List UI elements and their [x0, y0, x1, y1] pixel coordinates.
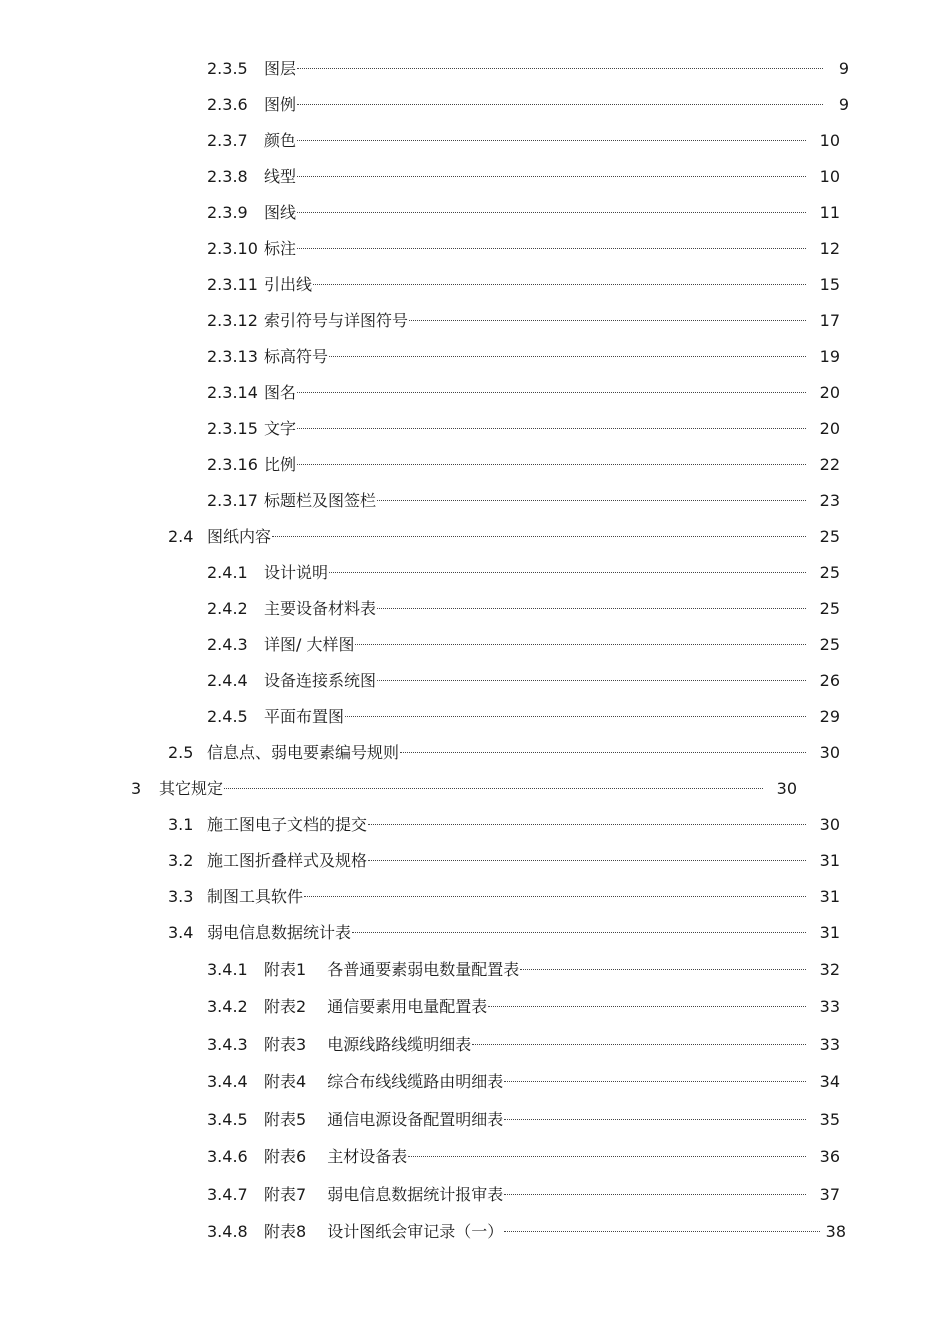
toc-entry-page: 25 — [819, 527, 840, 546]
toc-dot-leader — [297, 391, 806, 393]
toc-entry-number: 3.4 — [168, 923, 194, 942]
toc-entry-number: 2.3.16 — [207, 455, 258, 474]
toc-entry[interactable] — [207, 57, 849, 81]
toc-entry-title: 其它规定 — [159, 779, 224, 798]
toc-entry[interactable] — [131, 777, 797, 801]
toc-entry-title: 平面布置图 — [264, 707, 345, 726]
toc-entry-number: 3.4.2 — [207, 997, 248, 1016]
toc-entry-page: 31 — [819, 851, 840, 870]
toc-dot-leader — [297, 427, 806, 429]
toc-entry-title: 施工图折叠样式及规格 — [207, 851, 368, 870]
toc-entry-title: 信息点、弱电要素编号规则 — [207, 743, 400, 762]
toc-dot-leader — [520, 968, 806, 970]
toc-entry[interactable] — [207, 201, 840, 225]
toc-entry-page: 25 — [819, 635, 840, 654]
toc-entry[interactable] — [207, 597, 840, 621]
toc-entry[interactable] — [207, 381, 840, 405]
toc-entry-title: 弱电信息数据统计表 — [207, 923, 352, 942]
toc-entry-title: 设计说明 — [264, 563, 329, 582]
toc-entry-number: 3.3 — [168, 887, 194, 906]
toc-entry-title: 图名 — [264, 383, 297, 402]
toc-dot-leader — [377, 499, 806, 501]
toc-entry-number: 2.5 — [168, 743, 194, 762]
toc-entry[interactable] — [207, 995, 840, 1019]
toc-entry-title: 比例 — [264, 455, 297, 474]
toc-dot-leader — [504, 1080, 806, 1082]
toc-entry-page: 10 — [819, 131, 840, 150]
toc-entry-number: 3.4.5 — [207, 1110, 248, 1129]
toc-entry-title: 文字 — [264, 419, 297, 438]
toc-entry[interactable] — [207, 1183, 840, 1207]
toc-dot-leader — [297, 139, 806, 141]
toc-entry-title: 制图工具软件 — [207, 887, 304, 906]
toc-entry-number: 2.3.10 — [207, 239, 258, 258]
toc-entry-page: 34 — [819, 1072, 840, 1091]
toc-entry-number: 2.4.5 — [207, 707, 248, 726]
toc-entry[interactable] — [168, 885, 840, 909]
toc-entry-title: 附表2 通信要素用电量配置表 — [264, 997, 488, 1016]
toc-entry[interactable] — [207, 958, 840, 982]
toc-entry-title: 线型 — [264, 167, 297, 186]
toc-entry-title: 引出线 — [264, 275, 313, 294]
toc-entry-number: 2.3.11 — [207, 275, 258, 294]
toc-entry-page: 9 — [838, 59, 849, 78]
toc-entry[interactable] — [207, 489, 840, 513]
toc-entry-number: 2.4.3 — [207, 635, 248, 654]
toc-entry-page: 20 — [819, 419, 840, 438]
toc-entry-page: 20 — [819, 383, 840, 402]
toc-entry-page: 17 — [819, 311, 840, 330]
toc-entry-number: 3.2 — [168, 851, 194, 870]
toc-entry-number: 2.3.14 — [207, 383, 258, 402]
toc-entry[interactable] — [207, 273, 840, 297]
toc-entry-number: 2.4.2 — [207, 599, 248, 618]
toc-entry-title: 标高符号 — [264, 347, 329, 366]
toc-dot-leader — [329, 571, 806, 573]
toc-entry[interactable] — [207, 309, 840, 333]
toc-dot-leader — [488, 1005, 806, 1007]
toc-entry[interactable] — [207, 165, 840, 189]
toc-entry-page: 38 — [825, 1222, 846, 1241]
toc-entry-number: 2.3.17 — [207, 491, 258, 510]
toc-entry-page: 19 — [819, 347, 840, 366]
toc-dot-leader — [400, 751, 806, 753]
toc-dot-leader — [409, 319, 806, 321]
toc-entry-number: 2.3.5 — [207, 59, 248, 78]
toc-dot-leader — [297, 175, 806, 177]
toc-entry[interactable] — [207, 633, 840, 657]
toc-entry[interactable] — [207, 237, 840, 261]
toc-entry-page: 31 — [819, 923, 840, 942]
toc-entry-title: 标题栏及图签栏 — [264, 491, 377, 510]
toc-entry[interactable] — [207, 1145, 840, 1169]
toc-entry-title: 颜色 — [264, 131, 297, 150]
toc-entry-title: 索引符号与详图符号 — [264, 311, 409, 330]
toc-entry[interactable] — [207, 417, 840, 441]
toc-entry-page: 10 — [819, 167, 840, 186]
toc-entry-title: 附表6 主材设备表 — [264, 1147, 408, 1166]
toc-entry-page: 9 — [838, 95, 849, 114]
toc-entry-title: 附表1 各普通要素弱电数量配置表 — [264, 960, 520, 979]
toc-dot-leader — [504, 1118, 806, 1120]
toc-dot-leader — [352, 931, 806, 933]
toc-entry-number: 3.1 — [168, 815, 194, 834]
toc-entry-page: 25 — [819, 563, 840, 582]
toc-entry-page: 30 — [819, 815, 840, 834]
toc-entry-page: 30 — [819, 743, 840, 762]
toc-dot-leader — [368, 859, 806, 861]
toc-entry[interactable] — [168, 813, 840, 837]
toc-entry-page: 12 — [819, 239, 840, 258]
toc-dot-leader — [304, 895, 806, 897]
toc-entry-page: 31 — [819, 887, 840, 906]
toc-dot-leader — [297, 463, 806, 465]
toc-entry-page: 15 — [819, 275, 840, 294]
toc-entry-title: 主要设备材料表 — [264, 599, 377, 618]
toc-entry-page: 33 — [819, 997, 840, 1016]
toc-entry-title: 设备连接系统图 — [264, 671, 377, 690]
toc-dot-leader — [297, 67, 823, 69]
toc-entry-number: 2.3.7 — [207, 131, 248, 150]
toc-entry-number: 3.4.7 — [207, 1185, 248, 1204]
toc-entry[interactable] — [207, 1220, 846, 1244]
toc-entry-page: 29 — [819, 707, 840, 726]
toc-entry-title: 附表3 电源线路线缆明细表 — [264, 1035, 472, 1054]
toc-entry-title: 附表5 通信电源设备配置明细表 — [264, 1110, 504, 1129]
toc-entry-number: 2.4.1 — [207, 563, 248, 582]
toc-entry-title: 图纸内容 — [207, 527, 272, 546]
toc-entry-number: 3.4.6 — [207, 1147, 248, 1166]
toc-entry[interactable] — [207, 1033, 840, 1057]
toc-entry-number: 2.3.8 — [207, 167, 248, 186]
toc-entry-title: 施工图电子文档的提交 — [207, 815, 368, 834]
toc-entry-number: 2.3.15 — [207, 419, 258, 438]
toc-entry-page: 32 — [819, 960, 840, 979]
toc-dot-leader — [272, 535, 806, 537]
toc-entry[interactable] — [168, 525, 840, 549]
toc-entry-title: 附表4 综合布线线缆路由明细表 — [264, 1072, 504, 1091]
toc-entry[interactable] — [207, 1070, 840, 1094]
toc-dot-leader — [377, 607, 806, 609]
toc-entry-page: 36 — [819, 1147, 840, 1166]
toc-dot-leader — [368, 823, 806, 825]
toc-entry-number: 2.4 — [168, 527, 194, 546]
toc-entry-page: 35 — [819, 1110, 840, 1129]
toc-entry[interactable] — [207, 561, 840, 585]
toc-dot-leader — [408, 1155, 806, 1157]
toc-dot-leader — [297, 211, 806, 213]
toc-entry[interactable] — [207, 453, 840, 477]
toc-entry-title: 标注 — [264, 239, 297, 258]
toc-dot-leader — [313, 283, 806, 285]
toc-entry-title: 附表8 设计图纸会审记录（一） — [264, 1222, 504, 1241]
toc-entry-title: 图层 — [264, 59, 297, 78]
toc-dot-leader — [297, 247, 806, 249]
toc-dot-leader — [472, 1043, 806, 1045]
toc-entry-title: 详图/ 大样图 — [264, 635, 355, 654]
toc-entry-number: 3.4.8 — [207, 1222, 248, 1241]
toc-entry-page: 11 — [819, 203, 840, 222]
toc-entry-page: 30 — [776, 779, 797, 798]
toc-entry-number: 2.4.4 — [207, 671, 248, 690]
toc-entry-title: 图例 — [264, 95, 297, 114]
toc-entry[interactable] — [168, 741, 840, 765]
toc-entry[interactable] — [168, 921, 840, 945]
toc-entry-page: 26 — [819, 671, 840, 690]
toc-entry-number: 2.3.13 — [207, 347, 258, 366]
toc-entry-number: 2.3.9 — [207, 203, 248, 222]
toc-entry[interactable] — [207, 705, 840, 729]
toc-entry-title: 图线 — [264, 203, 297, 222]
toc-entry-page: 22 — [819, 455, 840, 474]
toc-entry-number: 3 — [131, 779, 142, 798]
toc-entry[interactable] — [207, 93, 849, 117]
toc-dot-leader — [377, 679, 806, 681]
toc-dot-leader — [504, 1193, 806, 1195]
toc-entry[interactable] — [207, 669, 840, 693]
toc-entry-number: 3.4.3 — [207, 1035, 248, 1054]
toc-entry-title: 附表7 弱电信息数据统计报审表 — [264, 1185, 504, 1204]
toc-entry[interactable] — [168, 849, 840, 873]
toc-entry[interactable] — [207, 1108, 840, 1132]
toc-dot-leader — [504, 1230, 820, 1232]
toc-entry-number: 3.4.4 — [207, 1072, 248, 1091]
toc-entry-number: 2.3.12 — [207, 311, 258, 330]
toc-entry[interactable] — [207, 345, 840, 369]
toc-dot-leader — [224, 787, 763, 789]
toc-entry-page: 37 — [819, 1185, 840, 1204]
toc-dot-leader — [355, 643, 806, 645]
toc-dot-leader — [297, 103, 823, 105]
toc-entry[interactable] — [207, 129, 840, 153]
toc-dot-leader — [329, 355, 806, 357]
toc-entry-number: 3.4.1 — [207, 960, 248, 979]
toc-entry-number: 2.3.6 — [207, 95, 248, 114]
toc-dot-leader — [345, 715, 806, 717]
toc-entry-page: 33 — [819, 1035, 840, 1054]
toc-entry-page: 23 — [819, 491, 840, 510]
toc-entry-page: 25 — [819, 599, 840, 618]
